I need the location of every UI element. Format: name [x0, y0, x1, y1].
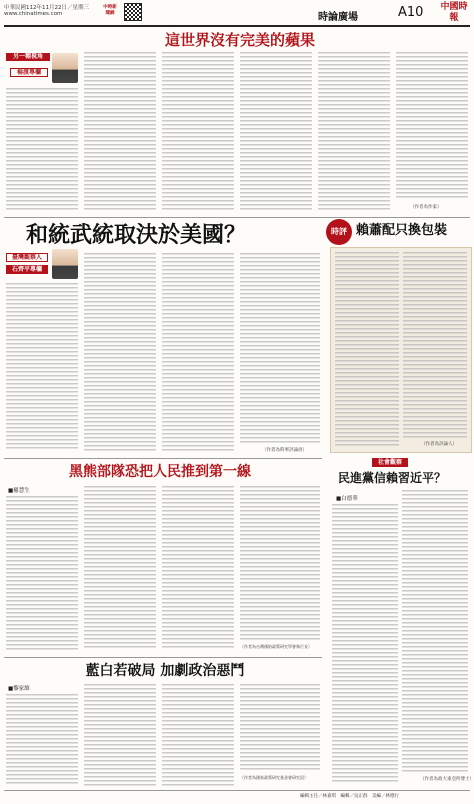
article-1-col3	[162, 52, 234, 212]
paper-small-logo: 中時新聞網	[103, 5, 117, 16]
article-2-headline[interactable]: 和統武統取決於美國？	[26, 222, 247, 248]
article-3	[326, 219, 474, 457]
article-6-col1	[6, 694, 78, 786]
article-6-col3	[162, 684, 234, 786]
newspaper-logo	[438, 2, 470, 24]
article-2-col1	[6, 283, 78, 451]
article-4-col2	[84, 486, 156, 650]
article-5-signoff: （作者為政大東亞所博士）	[420, 777, 474, 782]
article-2-col3	[162, 253, 234, 451]
article-4-col3	[162, 486, 234, 650]
article-5-col2	[402, 490, 468, 772]
article-5-author: ■白德華	[336, 496, 358, 502]
article-1-col2	[84, 52, 156, 212]
article-1	[0, 28, 474, 218]
article-2-col2	[84, 253, 156, 451]
date-line: 中華民國112年11月22日／星期三	[4, 5, 89, 11]
article-2-col4	[240, 253, 320, 443]
article-6-headline[interactable]: 藍白若破局 加劇政治惡鬥	[85, 663, 245, 679]
article-1-col4	[240, 52, 312, 212]
article-1-col1	[6, 88, 78, 212]
article-4-top-rule	[4, 458, 322, 459]
article-2-author-tag: 石齊平專欄	[6, 265, 48, 274]
qr-code-icon[interactable]	[124, 3, 142, 21]
article-4-author: ■羅慧生	[8, 488, 30, 494]
article-1-divider	[4, 217, 470, 218]
article-4-headline[interactable]: 黑熊部隊恐把人民推到第一線	[69, 464, 251, 480]
footer-rule	[4, 790, 470, 791]
article-3-badge	[326, 219, 352, 245]
article-4-signoff: （作者為台灣國防政策研究學會執行長）	[240, 644, 312, 649]
article-6-top-rule	[4, 657, 322, 658]
article-4-col4	[240, 486, 320, 642]
article-6-col2	[84, 684, 156, 786]
article-6-author: ■黎家維	[8, 686, 30, 692]
section-title: 時論廣場	[318, 12, 358, 23]
footer-credits: 編輯主任／林嘉琪 編輯／吳正群 美編／林德行	[300, 794, 399, 799]
article-3-col2	[403, 252, 467, 438]
article-6-col4	[240, 684, 320, 772]
website-url[interactable]: www.chinatimes.com	[4, 11, 63, 17]
article-2-author-photo	[52, 249, 78, 279]
article-5-headline[interactable]: 民進黨信賴習近平？	[338, 471, 447, 485]
article-3-body-box	[330, 247, 472, 453]
article-4	[0, 458, 326, 656]
article-6-signoff: （作者為國家政策研究基金會研究員）	[240, 775, 308, 780]
masthead-rule	[4, 25, 470, 27]
article-1-signoff: （作者為作家）	[410, 205, 442, 210]
article-5-badge: 社會觀察	[372, 458, 408, 467]
article-1-column-tag: 另一種視角	[6, 53, 50, 61]
article-2	[0, 219, 326, 457]
newspaper-logo-text: 中國時報	[440, 2, 468, 23]
article-1-headline[interactable]: 這世界沒有完美的蘋果	[164, 31, 315, 49]
article-3-headline[interactable]: 賴蕭配只換包裝	[356, 223, 448, 238]
article-5	[326, 458, 474, 788]
article-1-col6	[396, 52, 468, 200]
article-1-author-tag: 楊渡專欄	[10, 68, 48, 77]
page-number: A10	[398, 5, 424, 20]
article-3-badge-text: 時評	[331, 227, 347, 236]
article-1-author-photo	[52, 53, 78, 83]
article-1-col5	[318, 52, 390, 212]
article-5-col1	[332, 504, 398, 782]
masthead	[0, 0, 474, 28]
article-3-col1	[335, 252, 399, 448]
article-3-signoff: （作者為評論人）	[421, 442, 457, 447]
article-6	[0, 657, 326, 789]
article-2-column-tag: 臺灣觀察人	[6, 253, 48, 262]
article-4-col1	[6, 496, 78, 650]
article-2-signoff: （作者為時事評論員）	[262, 448, 307, 453]
